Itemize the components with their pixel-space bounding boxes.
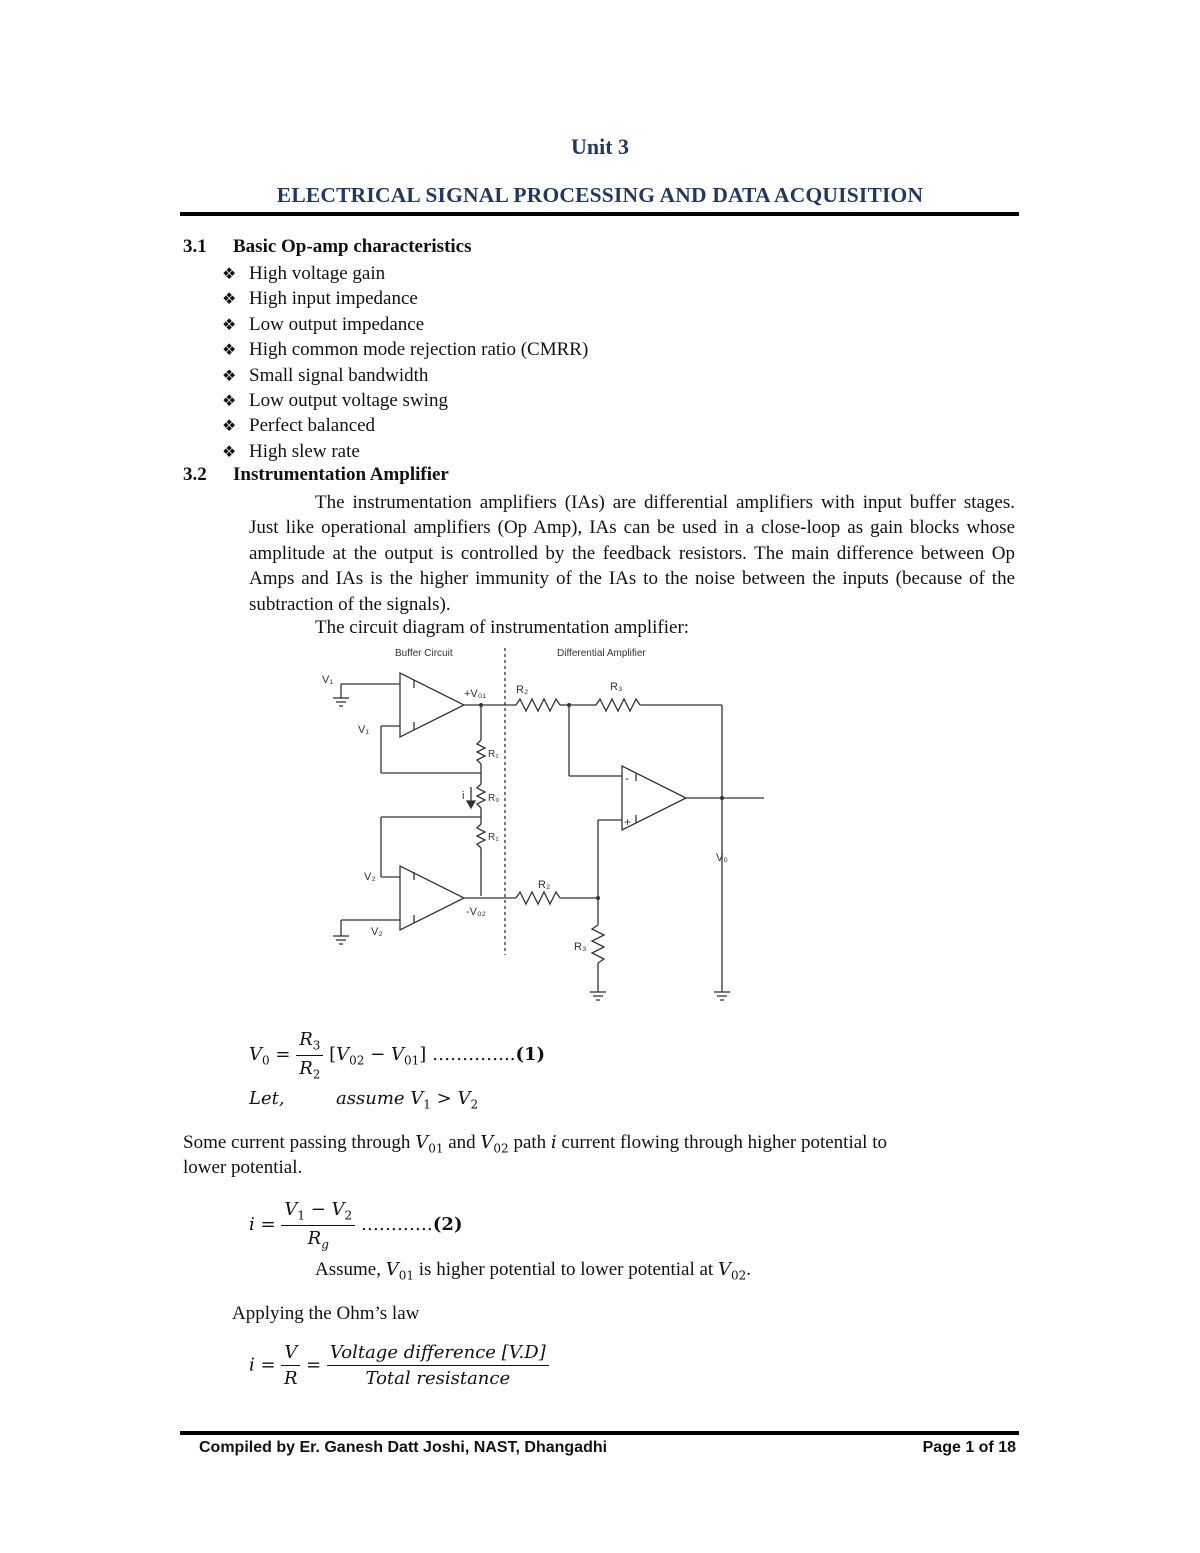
list-item: ❖ High common mode rejection ratio (CMRR)	[222, 339, 589, 361]
fraction: $\frac{V}{R}$	[281, 1342, 300, 1389]
r2-bottom-resistor	[516, 892, 560, 904]
ohm-law-line: Applying the Ohm’s law	[232, 1303, 420, 1324]
buffer-opamp-bottom	[400, 866, 464, 930]
fraction: $\frac{V_1 - V_2}{R_g}$	[281, 1199, 355, 1251]
diamond-bullet-icon: ❖	[222, 314, 237, 334]
r2-top-resistor	[516, 699, 560, 711]
r1-bottom-label: R₁	[488, 832, 499, 843]
list-item: ❖ Perfect balanced	[222, 415, 376, 437]
v1-input-label: V₁	[322, 674, 334, 686]
ia-description	[249, 490, 1015, 617]
footer-rule	[180, 1431, 1019, 1435]
v2-feedback-label: V₂	[364, 871, 376, 883]
v1-feedback-label: V₁	[358, 724, 370, 736]
v0-output-label: V₀	[716, 852, 728, 864]
diamond-bullet-icon: ❖	[222, 441, 237, 461]
r2-top-label: R₂	[516, 684, 529, 696]
header-rule	[180, 212, 1019, 216]
rg-resistor	[477, 784, 485, 808]
equation-3: i = $\frac{V}{R}$ = $\frac{\text{Voltage difference [V.D]}}{\text{Total resistance}}$	[249, 1342, 549, 1389]
diagram-intro: The circuit diagram of instrumentation amplifier:	[315, 617, 690, 638]
fraction: $\frac{\text{Voltage difference [V.D]}}{\text{Total resistance}}$	[327, 1342, 549, 1389]
differential-amplifier-label: Differential Amplifier	[557, 648, 646, 659]
r3-bottom-resistor	[592, 925, 604, 963]
current-description-cont: lower potential.	[183, 1157, 303, 1178]
section-title: Instrumentation Amplifier	[233, 464, 449, 485]
list-item: ❖ High input impedance	[222, 288, 418, 310]
diamond-bullet-icon: ❖	[222, 390, 237, 410]
current-label: i	[462, 790, 465, 802]
diamond-bullet-icon: ❖	[222, 264, 237, 283]
inverting-input-sign: -	[625, 771, 629, 785]
v01-label: +V₀₁	[464, 688, 487, 700]
r2-bottom-label: R₂	[538, 879, 551, 891]
footer-credit: Compiled by Er. Ganesh Datt Joshi, NAST, Dhangadhi	[199, 1439, 608, 1456]
v02-label: -V₀₂	[466, 906, 486, 918]
list-item: ❖ High slew rate	[222, 440, 360, 462]
difference-opamp	[622, 766, 686, 830]
buffer-circuit-label: Buffer Circuit	[395, 648, 453, 659]
section-heading-3-1	[183, 236, 472, 258]
diamond-bullet-icon: ❖	[222, 340, 237, 360]
assumption-line: Let, assume $V_1 > V_2$	[249, 1088, 479, 1112]
noninverting-input-sign: +	[624, 815, 632, 829]
r1-top-resistor	[477, 740, 485, 764]
list-item: ❖ Small signal bandwidth	[222, 364, 429, 386]
r3-bottom-label: R₃	[574, 941, 587, 953]
equation-2: i = $\frac{V_1 - V_2}{R_g}$ …………(2)	[249, 1199, 463, 1252]
instrumentation-amplifier-diagram	[320, 642, 780, 1007]
diamond-bullet-icon: ❖	[222, 365, 237, 385]
list-item: ❖ High voltage gain	[222, 263, 386, 284]
r1-bottom-resistor	[477, 824, 485, 848]
buffer-opamp-top	[400, 673, 464, 737]
page-number: Page 1 of 18	[922, 1439, 1016, 1456]
section-number: 3.1	[183, 236, 207, 257]
r3-top-resistor	[596, 699, 640, 711]
current-description: Some current passing through $V_{01}$ and $V_{02}$ path i current flowing through higher potential to	[183, 1132, 887, 1156]
paragraph: The instrumentation amplifiers (IAs) are differential amplifiers with input buffer stages. Just like operational amplifiers (Op Amp), IAs can be used in a close-loop as gain blocks whose amplitude at the output is controlled by the feedback resistors. The main difference between Op Amps and IAs is the higher immunity of the IAs to the noise between the inputs (because of the subtraction of the signals).	[249, 492, 1015, 615]
r1-top-label: R₁	[488, 749, 499, 760]
v2-input-label: V₂	[371, 926, 383, 938]
rg-label: R₉	[488, 793, 500, 804]
chapter-title: ELECTRICAL SIGNAL PROCESSING AND DATA ACQUISITION	[276, 183, 924, 207]
equation-1: $V_0$ = $\frac{R_3}{R_2}$ $[V_{02} - V_{01}]$ …………..(1)	[249, 1029, 546, 1082]
section-number: 3.2	[183, 464, 207, 485]
section-title: Basic Op-amp characteristics	[233, 236, 472, 257]
section-heading-3-2	[183, 464, 449, 486]
list-item: ❖ Low output voltage swing	[222, 389, 448, 411]
fraction: $\frac{R_3}{R_2}$	[296, 1029, 323, 1081]
characteristics-list	[222, 261, 588, 464]
diamond-bullet-icon: ❖	[222, 416, 237, 436]
unit-label: Unit 3	[570, 134, 630, 159]
list-item: ❖ Low output impedance	[222, 313, 425, 335]
assume-line: Assume, $V_{01}$ is higher potential to lower potential at $V_{02}$.	[315, 1259, 751, 1283]
r3-top-label: R₃	[610, 681, 623, 693]
diamond-bullet-icon: ❖	[222, 289, 237, 309]
